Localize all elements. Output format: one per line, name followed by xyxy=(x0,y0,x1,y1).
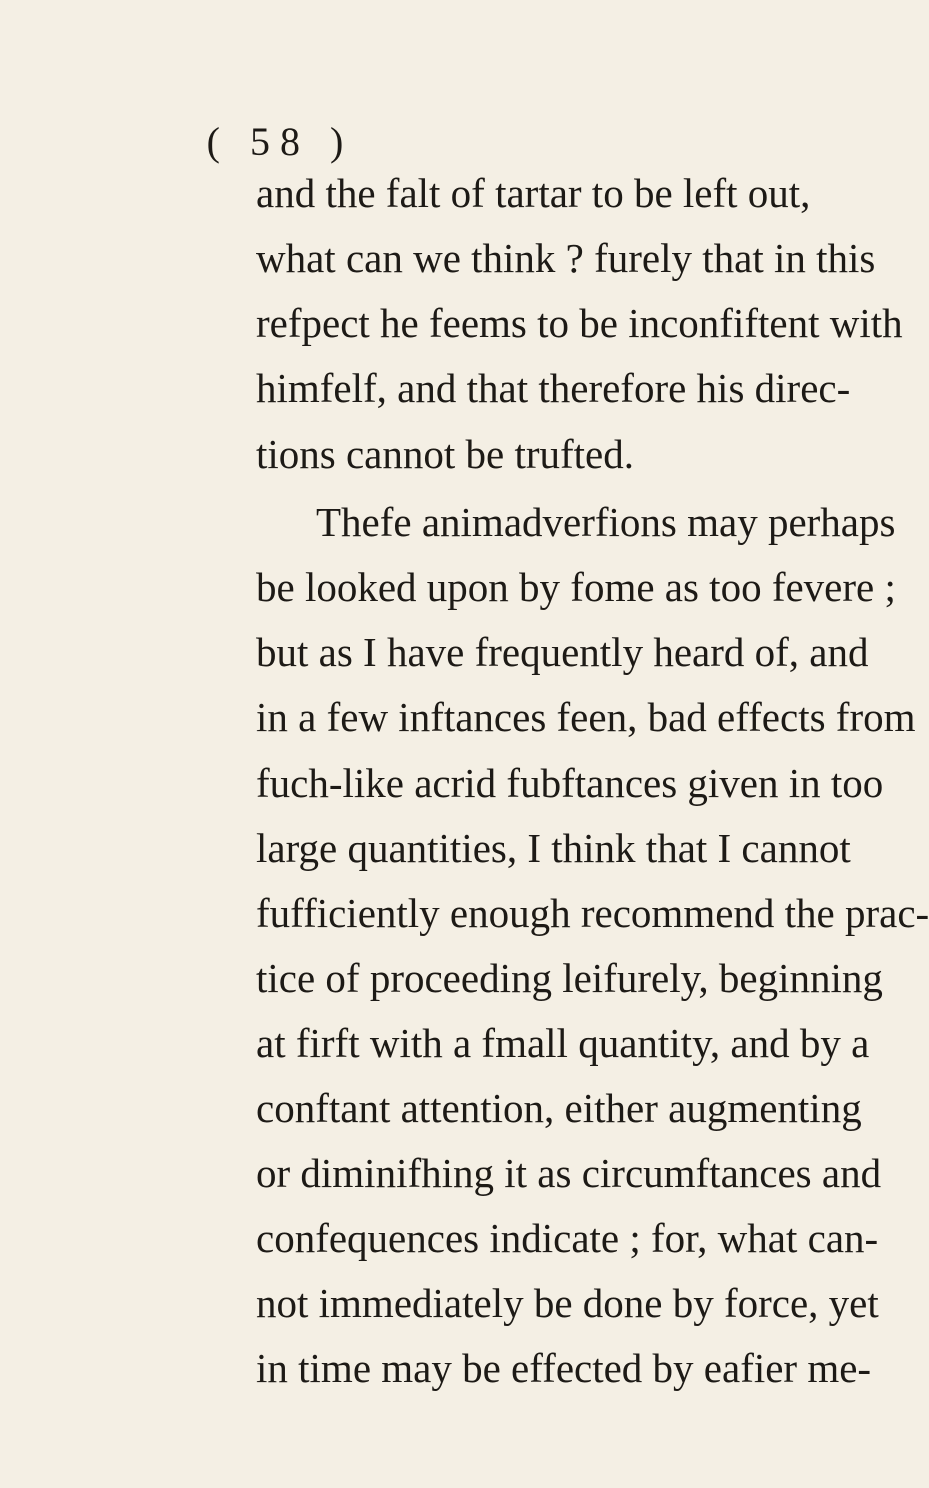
text-line: in a few inftances feen, bad effects from xyxy=(256,694,916,740)
text-line: refpect he feems to be inconfiftent with xyxy=(256,300,903,346)
page-number: ( 58 ) xyxy=(206,119,354,164)
text-line: at firft with a fmall quantity, and by a xyxy=(256,1020,870,1066)
text-line: what can we think ? furely that in this xyxy=(256,235,876,281)
text-line: fufficiently enough recommend the prac- xyxy=(256,890,929,936)
text-line: not immediately be done by force, yet xyxy=(256,1280,879,1326)
text-line: be looked upon by fome as too fevere ; xyxy=(256,564,896,610)
text-line: tice of proceeding leifurely, beginning xyxy=(256,955,883,1001)
text-line: in time may be effected by eafier me- xyxy=(256,1345,872,1391)
text-line: but as I have frequently heard of, and xyxy=(256,629,869,675)
text-line: tions cannot be trufted. xyxy=(256,431,635,477)
text-line: Thefe animadverfions may perhaps xyxy=(316,499,896,545)
text-line: conftant attention, either augmenting xyxy=(256,1085,862,1131)
text-line: or diminifhing it as circumftances and xyxy=(256,1150,882,1196)
text-line: confequences indicate ; for, what can- xyxy=(256,1215,879,1261)
text-line: himfelf, and that therefore his direc- xyxy=(256,365,851,411)
text-line: and the falt of tartar to be left out, xyxy=(256,170,811,216)
text-line: fuch-like acrid fubftances given in too xyxy=(256,760,884,806)
text-line: large quantities, I think that I cannot xyxy=(256,825,851,871)
